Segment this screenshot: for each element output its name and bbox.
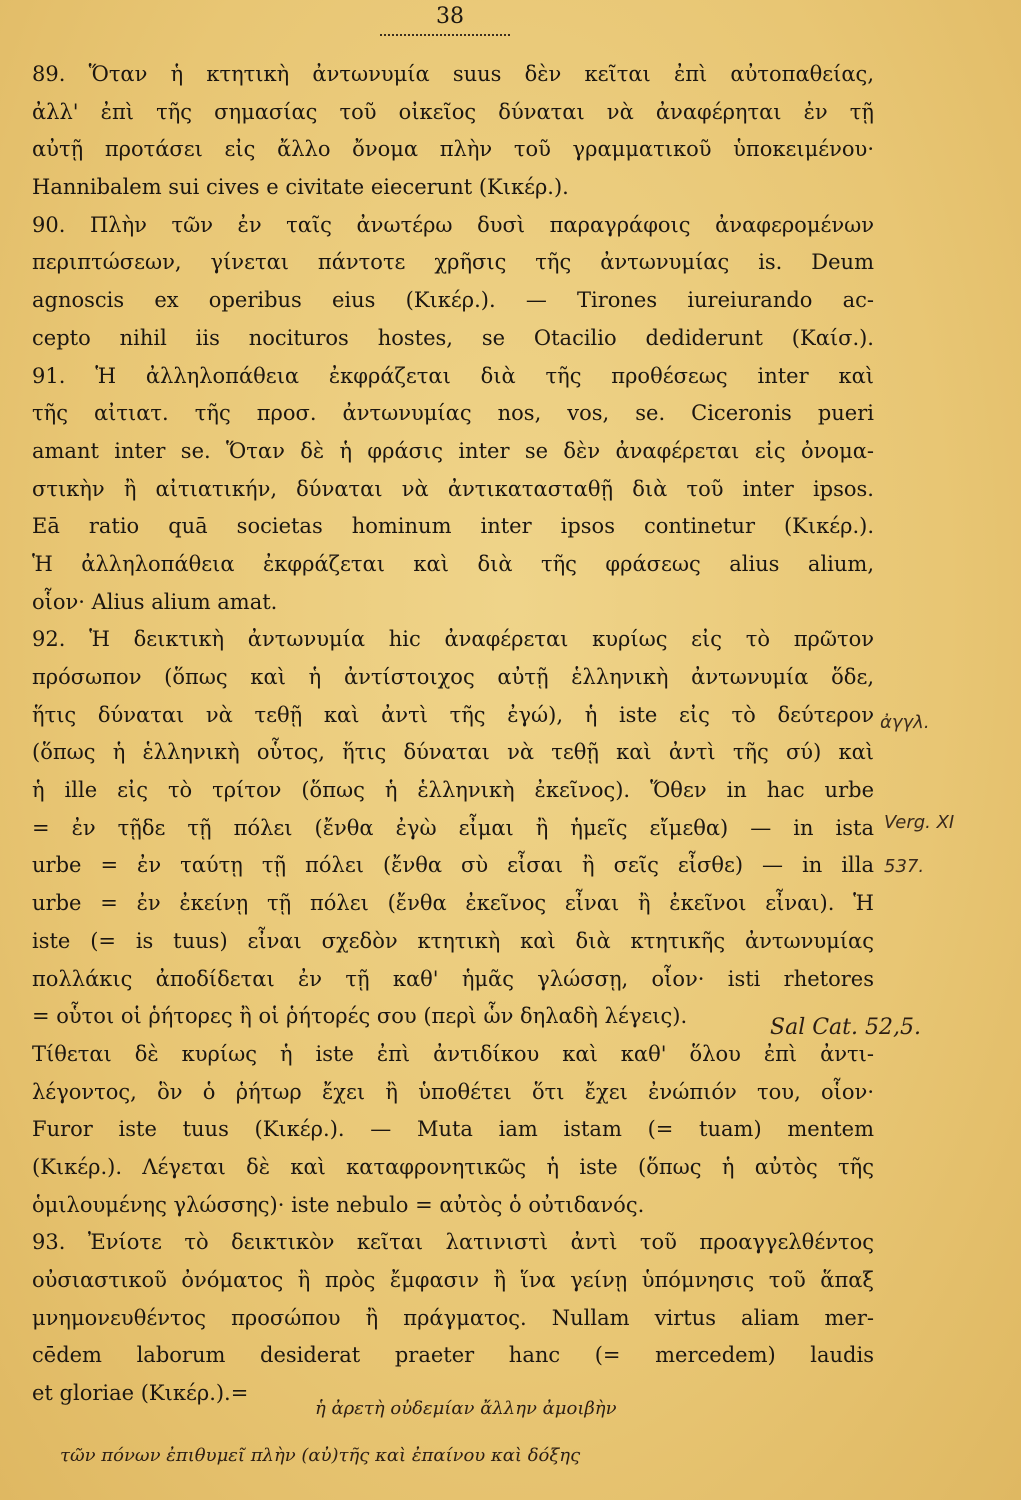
text-line: 92. Ἡ δεικτικὴ ἀντωνυμία hic ἀναφέρεται κυρίως εἰς τὸ πρῶτον xyxy=(32,627,874,652)
text-line: 89. Ὅταν ἡ κτητικὴ ἀντωνυμία suus δὲν κεῖται ἐπὶ αὐτοπαθείας, xyxy=(32,62,874,86)
text-line: amant inter se. Ὅταν δὲ ἡ φράσις inter se δὲν ἀναφέρεται εἰς ὀνομα- xyxy=(32,438,874,463)
body-text xyxy=(32,56,874,1413)
margin-note: ἀγγλ. xyxy=(880,712,930,733)
text-line: ὁμιλουμένης γλώσσης)· iste nebulo = αὐτὸς ὁ οὐτιδανός. xyxy=(32,1192,645,1217)
text-line: (Κικέρ.). Λέγεται δὲ καὶ καταφρονητικῶς ἡ iste (ὅπως ἡ αὐτὸς τῆς xyxy=(32,1154,874,1179)
text-line: αὐτῇ προτάσει εἰς ἄλλο ὄνομα πλὴν τοῦ γραμματικοῦ ὑποκειμένου· xyxy=(32,137,874,162)
text-line: (ὅπως ἡ ἑλληνικὴ οὗτος, ἥτις δύναται νὰ τεθῇ καὶ ἀντὶ τῆς σύ) καὶ xyxy=(32,740,874,765)
text-line: πολλάκις ἀποδίδεται ἐν τῇ καθ' ἡμᾶς γλώσσῃ, οἷον· isti rhetores xyxy=(32,966,874,991)
text-line: = οὗτοι οἱ ῥήτορες ἢ οἱ ῥήτορές σου (περὶ ὧν δηλαδὴ λέγεις). xyxy=(32,1004,688,1029)
text-line: 90. Πλὴν τῶν ἐν ταῖς ἀνωτέρω δυσὶ παραγράφοις ἀναφερομένων xyxy=(32,212,874,237)
text-line: cēdem laborum desiderat praeter hanc (= mercedem) laudis xyxy=(32,1343,874,1368)
text-line: iste (= is tuus) εἶναι σχεδὸν κτητικὴ καὶ διὰ κτητικῆς ἀντωνυμίας xyxy=(32,928,874,953)
text-line: agnoscis ex operibus eius (Κικέρ.). — Tirones iureiurando ac- xyxy=(32,288,874,313)
text-line: περιπτώσεων, γίνεται πάντοτε χρῆσις τῆς ἀντωνυμίας is. Deum xyxy=(32,250,874,275)
text-line: urbe = ἐν ταύτῃ τῇ πόλει (ἔνθα σὺ εἶσαι ἢ σεῖς εἶσθε) — in illa xyxy=(32,853,874,878)
handwritten-note: Sal Cat. 52,5. xyxy=(770,1015,921,1040)
page-number: 38 xyxy=(436,4,464,29)
margin-note: 537. xyxy=(884,856,925,877)
text-line: et gloriae (Κικέρ.).= xyxy=(32,1381,249,1406)
text-line: Eā ratio quā societas hominum inter ipsos continetur (Κικέρ.). xyxy=(32,514,874,539)
text-line: λέγοντος, ὃν ὁ ῥήτωρ ἔχει ἢ ὑποθέτει ὅτι ἔχει ἐνώπιόν του, οἷον· xyxy=(32,1079,874,1104)
text-line: ἀλλ' ἐπὶ τῆς σημασίας τοῦ οἰκεῖος δύναται νὰ ἀναφέρηται ἐν τῇ xyxy=(32,99,874,124)
text-line: urbe = ἐν ἐκείνῃ τῇ πόλει (ἔνθα ἐκεῖνος εἶναι ἢ ἐκεῖνοι εἶναι). Ἡ xyxy=(32,891,874,916)
text-line: στικὴν ἢ αἰτιατικήν, δύναται νὰ ἀντικατασταθῇ διὰ τοῦ inter ipsos. xyxy=(32,476,874,501)
text-line: Furor iste tuus (Κικέρ.). — Muta iam istam (= tuam) mentem xyxy=(32,1117,874,1142)
text-line: τῆς αἰτιατ. τῆς προσ. ἀντωνυμίας nos, vos, se. Ciceronis pueri xyxy=(32,401,874,426)
text-line: ἥτις δύναται νὰ τεθῇ καὶ ἀντὶ τῆς ἐγώ), ἡ iste εἰς τὸ δεύτερον xyxy=(32,702,874,727)
margin-note: Verg. XI xyxy=(884,812,955,833)
text-line: οὐσιαστικοῦ ὀνόματος ἢ πρὸς ἔμφασιν ἢ ἵνα γείνῃ ὑπόμνησις τοῦ ἅπαξ xyxy=(32,1268,874,1292)
text-line: πρόσωπον (ὅπως καὶ ἡ ἀντίστοιχος αὐτῇ ἑλληνικὴ ἀντωνυμία ὅδε, xyxy=(32,665,874,689)
text-line: ἡ ille εἰς τὸ τρίτον (ὅπως ἡ ἑλληνικὴ ἐκεῖνος). Ὅθεν in hac urbe xyxy=(32,778,874,803)
text-line: cepto nihil iis nocituros hostes, se Otacilio dediderunt (Καίσ.). xyxy=(32,325,874,350)
handwritten-note: τῶν πόνων ἐπιθυμεῖ πλὴν (αὐ)τῆς καὶ ἐπαίνου καὶ δόξης xyxy=(60,1445,581,1466)
header-rule xyxy=(380,34,510,36)
handwritten-note: ἡ ἀρετὴ οὐδεμίαν ἄλλην ἀμοιβὴν xyxy=(315,1398,617,1419)
text-line: = ἐν τῇδε τῇ πόλει (ἔνθα ἐγὼ εἶμαι ἢ ἡμεῖς εἴμεθα) — in ista xyxy=(32,815,874,840)
text-line: οἷον· Alius alium amat. xyxy=(32,589,278,614)
text-line: Ἡ ἀλληλοπάθεια ἐκφράζεται καὶ διὰ τῆς φράσεως alius alium, xyxy=(32,551,874,576)
text-line: μνημονευθέντος προσώπου ἢ πράγματος. Nullam virtus aliam mer- xyxy=(32,1305,874,1330)
text-line: 93. Ἐνίοτε τὸ δεικτικὸν κεῖται λατινιστὶ ἀντὶ τοῦ προαγγελθέντος xyxy=(32,1230,874,1255)
text-line: Hannibalem sui cives e civitate eiecerunt (Κικέρ.). xyxy=(32,175,569,200)
text-line: 91. Ἡ ἀλληλοπάθεια ἐκφράζεται διὰ τῆς προθέσεως inter καὶ xyxy=(32,363,874,388)
text-line: Τίθεται δὲ κυρίως ἡ iste ἐπὶ ἀντιδίκου καὶ καθ' ὅλου ἐπὶ ἀντι- xyxy=(32,1041,874,1066)
